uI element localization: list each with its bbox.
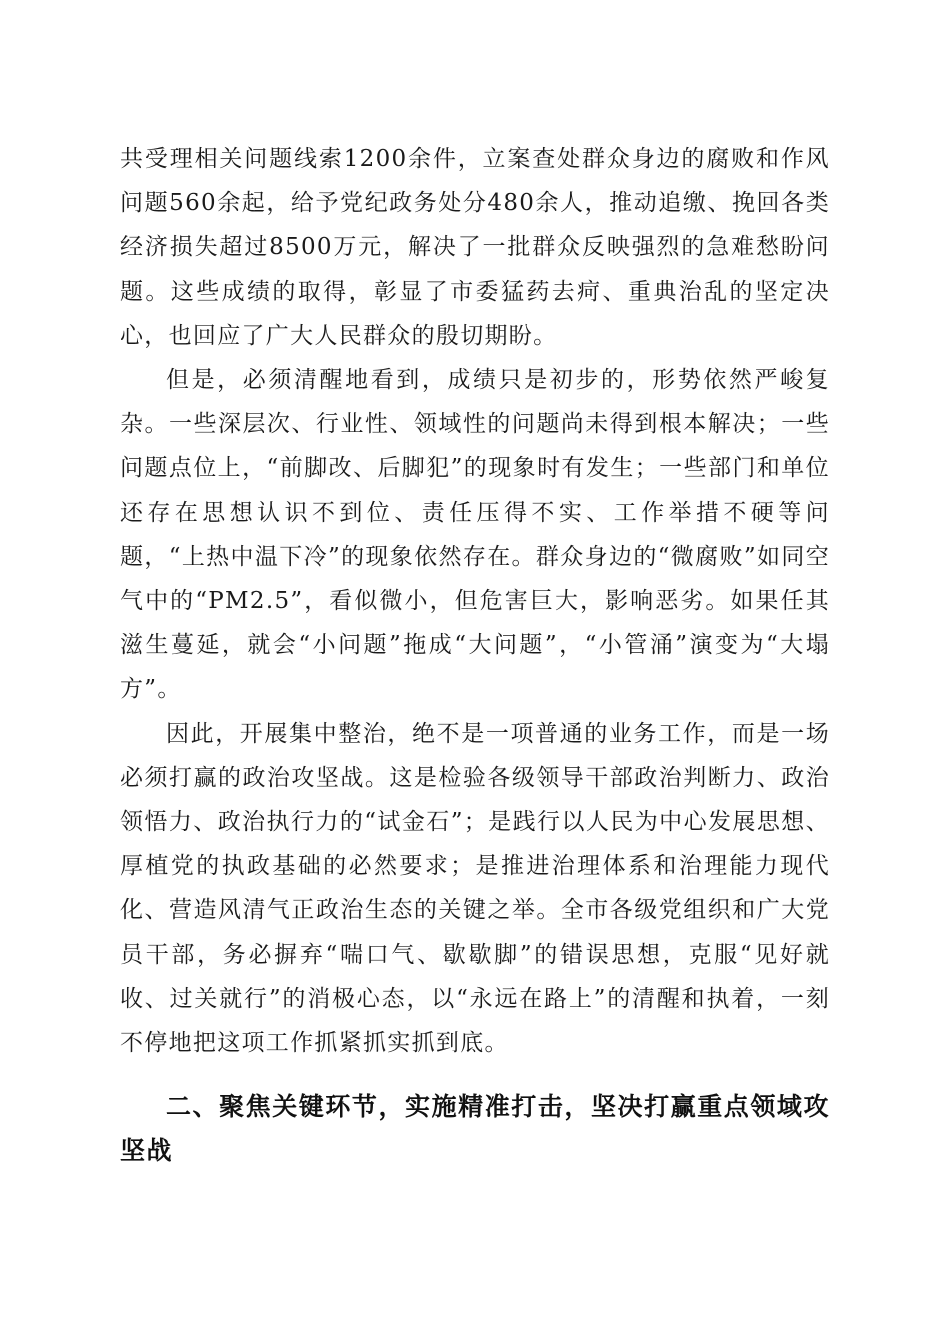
section-heading: 二、聚焦关键环节，实施精准打击，坚决打赢重点领域攻坚战 — [120, 1092, 830, 1165]
document-body — [120, 137, 830, 1065]
paragraph-situation: 但是，必须清醒地看到，成绩只是初步的，形势依然严峻复杂。一些深层次、行业性、领域性的问题尚未得到根本解决；一些问题点位上，“前脚改、后脚犯”的现象时有发生；一些部门和单位还存在思想认识不到位、责任压得不实、工作举措不硬等问题，“上热中温下冷”的现象依然存在。群众身边的“微腐败”如同空气中的“PM2.5”，看似微小，但危害巨大，影响恶劣。如果任其滋生蔓延，就会“小问题”拖成“大问题”，“小管涌”演变为“大塌方”。 — [120, 367, 830, 703]
paragraph-significance: 因此，开展集中整治，绝不是一项普通的业务工作，而是一场必须打赢的政治攻坚战。这是检验各级领导干部政治判断力、政治领悟力、政治执行力的“试金石”；是践行以人民为中心发展思想、厚植党的执政基础的必然要求；是推进治理体系和治理能力现代化、营造风清气正政治生态的关键之举。全市各级党组织和广大党员干部，务必摒弃“喘口气、歇歇脚”的错误思想，克服“见好就收、过关就行”的消极心态，以“永远在路上”的清醒和执着，一刻不停地把这项工作抓紧抓实抓到底。 — [120, 720, 830, 1057]
paragraph-continued: 共受理相关问题线索1200余件，立案查处群众身边的腐败和作风问题560余起，给予党纪政务处分480余人，推动追缴、挽回各类经济损失超过8500万元，解决了一批群众反映强烈的急难愁盼问题。这些成绩的取得，彰显了市委猛药去疴、重典治乱的坚定决心，也回应了广大人民群众的殷切期盼。 — [120, 146, 830, 349]
